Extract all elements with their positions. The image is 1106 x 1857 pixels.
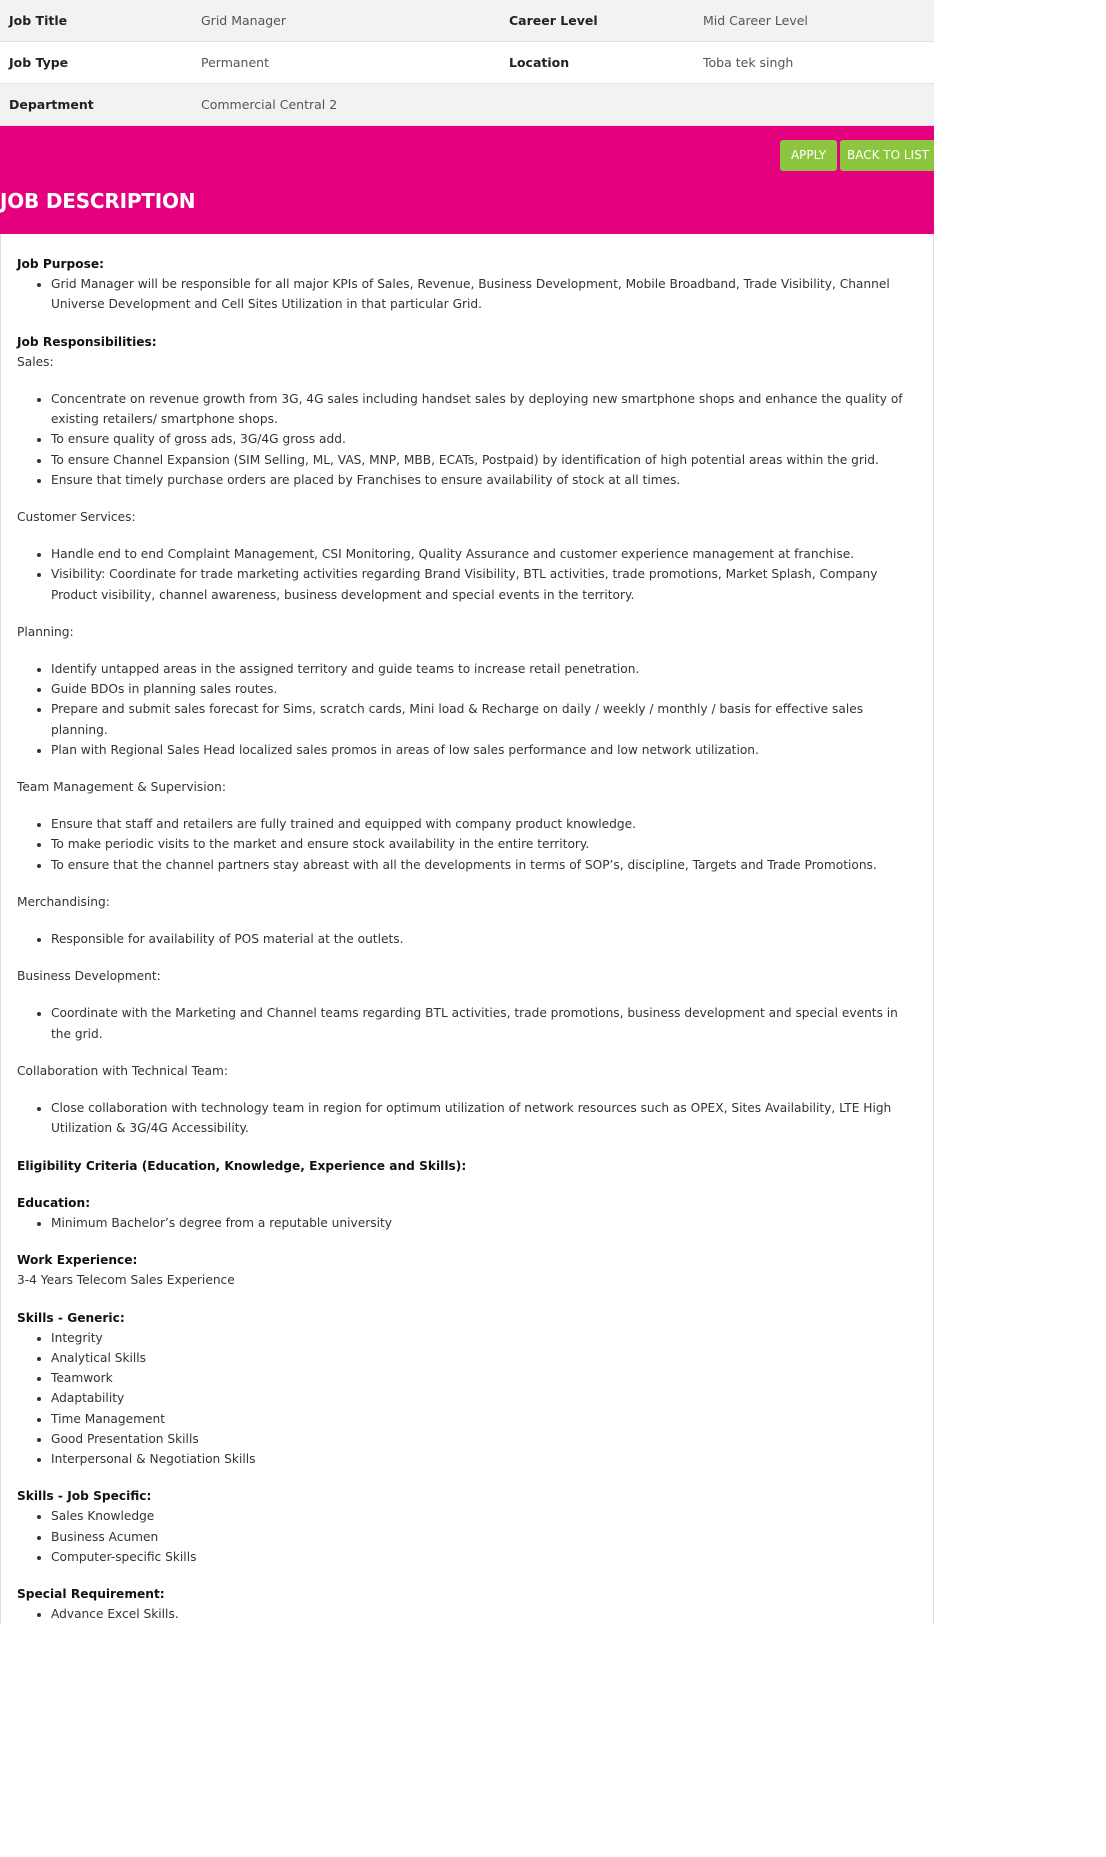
- job-description-content: [0, 234, 934, 1624]
- job-description-title: JOB DESCRIPTION: [0, 189, 196, 213]
- list-item: • Analytical Skills: [51, 1348, 917, 1368]
- education-heading: Education:: [17, 1195, 91, 1210]
- job-title-label: Job Title: [9, 13, 68, 28]
- business-development-list: [17, 1003, 917, 1043]
- list-item: • Visibility: Coordinate for trade marketing activities regarding Brand Visibility, BTL activities, trade promotions, Market Splash, Company Product visibility, channel awareness, business development and special events in the territory.: [51, 564, 917, 604]
- list-item: • Ensure that timely purchase orders are placed by Franchises to ensure availability of stock at all times.: [51, 470, 917, 490]
- work-experience-heading: Work Experience:: [17, 1253, 138, 1268]
- skills-generic-heading: Skills - Generic:: [17, 1310, 125, 1325]
- job-type-value: Permanent: [201, 55, 269, 70]
- list-item: • Interpersonal & Negotiation Skills: [51, 1449, 917, 1469]
- job-purpose-heading: Job Purpose:: [17, 257, 104, 271]
- list-item: • Computer-specific Skills: [51, 1547, 917, 1567]
- list-item: • Guide BDOs in planning sales routes.: [51, 679, 917, 699]
- customer-services-list: [17, 544, 917, 605]
- list-item: • To ensure quality of gross ads, 3G/4G gross add.: [51, 429, 917, 449]
- location-value: Toba tek singh: [703, 55, 794, 70]
- customer-services-heading: Customer Services:: [17, 510, 136, 525]
- list-item: • Ensure that staff and retailers are fully trained and equipped with company product knowledge.: [51, 814, 917, 834]
- list-item: • Handle end to end Complaint Management, CSI Monitoring, Quality Assurance and customer experience management at franchise.: [51, 544, 917, 564]
- job-info-table: [0, 0, 934, 126]
- list-item: • Identify untapped areas in the assigned territory and guide teams to increase retail penetration.: [51, 659, 917, 679]
- list-item: • Good Presentation Skills: [51, 1429, 917, 1449]
- list-item: • Advance Excel Skills.: [51, 1604, 917, 1624]
- list-item: • To ensure that the channel partners stay abreast with all the developments in terms of SOP’s, discipline, Targets and Trade Promotions.: [51, 855, 917, 875]
- skills-generic-list: [17, 1328, 917, 1469]
- info-row-job-type: [0, 42, 934, 84]
- collaboration-heading: Collaboration with Technical Team:: [17, 1063, 228, 1078]
- business-development-heading: Business Development:: [17, 969, 161, 984]
- list-item: • Teamwork: [51, 1368, 917, 1388]
- team-management-list: [17, 814, 917, 875]
- list-item: • Sales Knowledge: [51, 1506, 917, 1526]
- apply-button[interactable]: APPLY: [780, 140, 837, 171]
- list-item: • Plan with Regional Sales Head localized sales promos in areas of low sales performance and low network utilization.: [51, 740, 917, 760]
- list-item: • Integrity: [51, 1328, 917, 1348]
- back-to-list-button[interactable]: BACK TO LIST: [840, 140, 934, 171]
- list-item: • Minimum Bachelor’s degree from a reputable university: [51, 1213, 917, 1233]
- eligibility-heading: Eligibility Criteria (Education, Knowledge, Experience and Skills):: [17, 1158, 467, 1173]
- skills-specific-list: [17, 1506, 917, 1567]
- career-level-label: Career Level: [509, 13, 598, 28]
- collaboration-list: [17, 1098, 917, 1138]
- list-item: • Responsible for availability of POS material at the outlets.: [51, 929, 917, 949]
- sales-list: [17, 389, 917, 490]
- department-label: Department: [9, 97, 94, 112]
- list-item: • Concentrate on revenue growth from 3G, 4G sales including handset sales by deploying new smartphone shops and enhance the quality of existing retailers/ smartphone shops.: [51, 389, 917, 429]
- location-label: Location: [509, 55, 570, 70]
- career-level-value: Mid Career Level: [703, 13, 808, 28]
- job-responsibilities-heading: Job Responsibilities:: [17, 334, 157, 349]
- list-item: • Grid Manager will be responsible for all major KPIs of Sales, Revenue, Business Development, Mobile Broadband, Trade Visibility, Channel Universe Development and Cell Sites Utilization in that particular Grid.: [51, 274, 917, 314]
- planning-list: [17, 659, 917, 760]
- skills-specific-heading: Skills - Job Specific:: [17, 1489, 152, 1504]
- list-item: • Adaptability: [51, 1388, 917, 1408]
- job-title-value: Grid Manager: [201, 13, 286, 28]
- sales-heading: Sales:: [17, 354, 54, 369]
- info-row-job-title: [0, 0, 934, 42]
- team-management-heading: Team Management & Supervision:: [17, 780, 226, 795]
- list-item: • Prepare and submit sales forecast for Sims, scratch cards, Mini load & Recharge on daily / weekly / monthly / basis for effective sales planning.: [51, 699, 917, 739]
- job-type-label: Job Type: [9, 55, 69, 70]
- education-list: [17, 1213, 917, 1233]
- planning-heading: Planning:: [17, 624, 74, 639]
- merchandising-heading: Merchandising:: [17, 894, 110, 909]
- list-item: • To ensure Channel Expansion (SIM Selling, ML, VAS, MNP, MBB, ECATs, Postpaid) by identification of high potential areas within the grid.: [51, 450, 917, 470]
- list-item: • Close collaboration with technology team in region for optimum utilization of network resources such as OPEX, Sites Availability, LTE High Utilization & 3G/4G Accessibility.: [51, 1098, 917, 1138]
- job-description-banner: [0, 126, 934, 234]
- list-item: • To make periodic visits to the market and ensure stock availability in the entire territory.: [51, 834, 917, 854]
- merchandising-list: [17, 929, 917, 949]
- info-row-department: [0, 84, 934, 126]
- job-purpose-list: [17, 274, 917, 314]
- list-item: • Business Acumen: [51, 1527, 917, 1547]
- department-value: Commercial Central 2: [201, 97, 338, 112]
- work-experience-text: 3-4 Years Telecom Sales Experience: [17, 1273, 235, 1288]
- list-item: • Coordinate with the Marketing and Channel teams regarding BTL activities, trade promotions, business development and special events in the grid.: [51, 1003, 917, 1043]
- special-requirement-list: [17, 1604, 917, 1624]
- list-item: • Time Management: [51, 1409, 917, 1429]
- special-requirement-heading: Special Requirement:: [17, 1586, 165, 1601]
